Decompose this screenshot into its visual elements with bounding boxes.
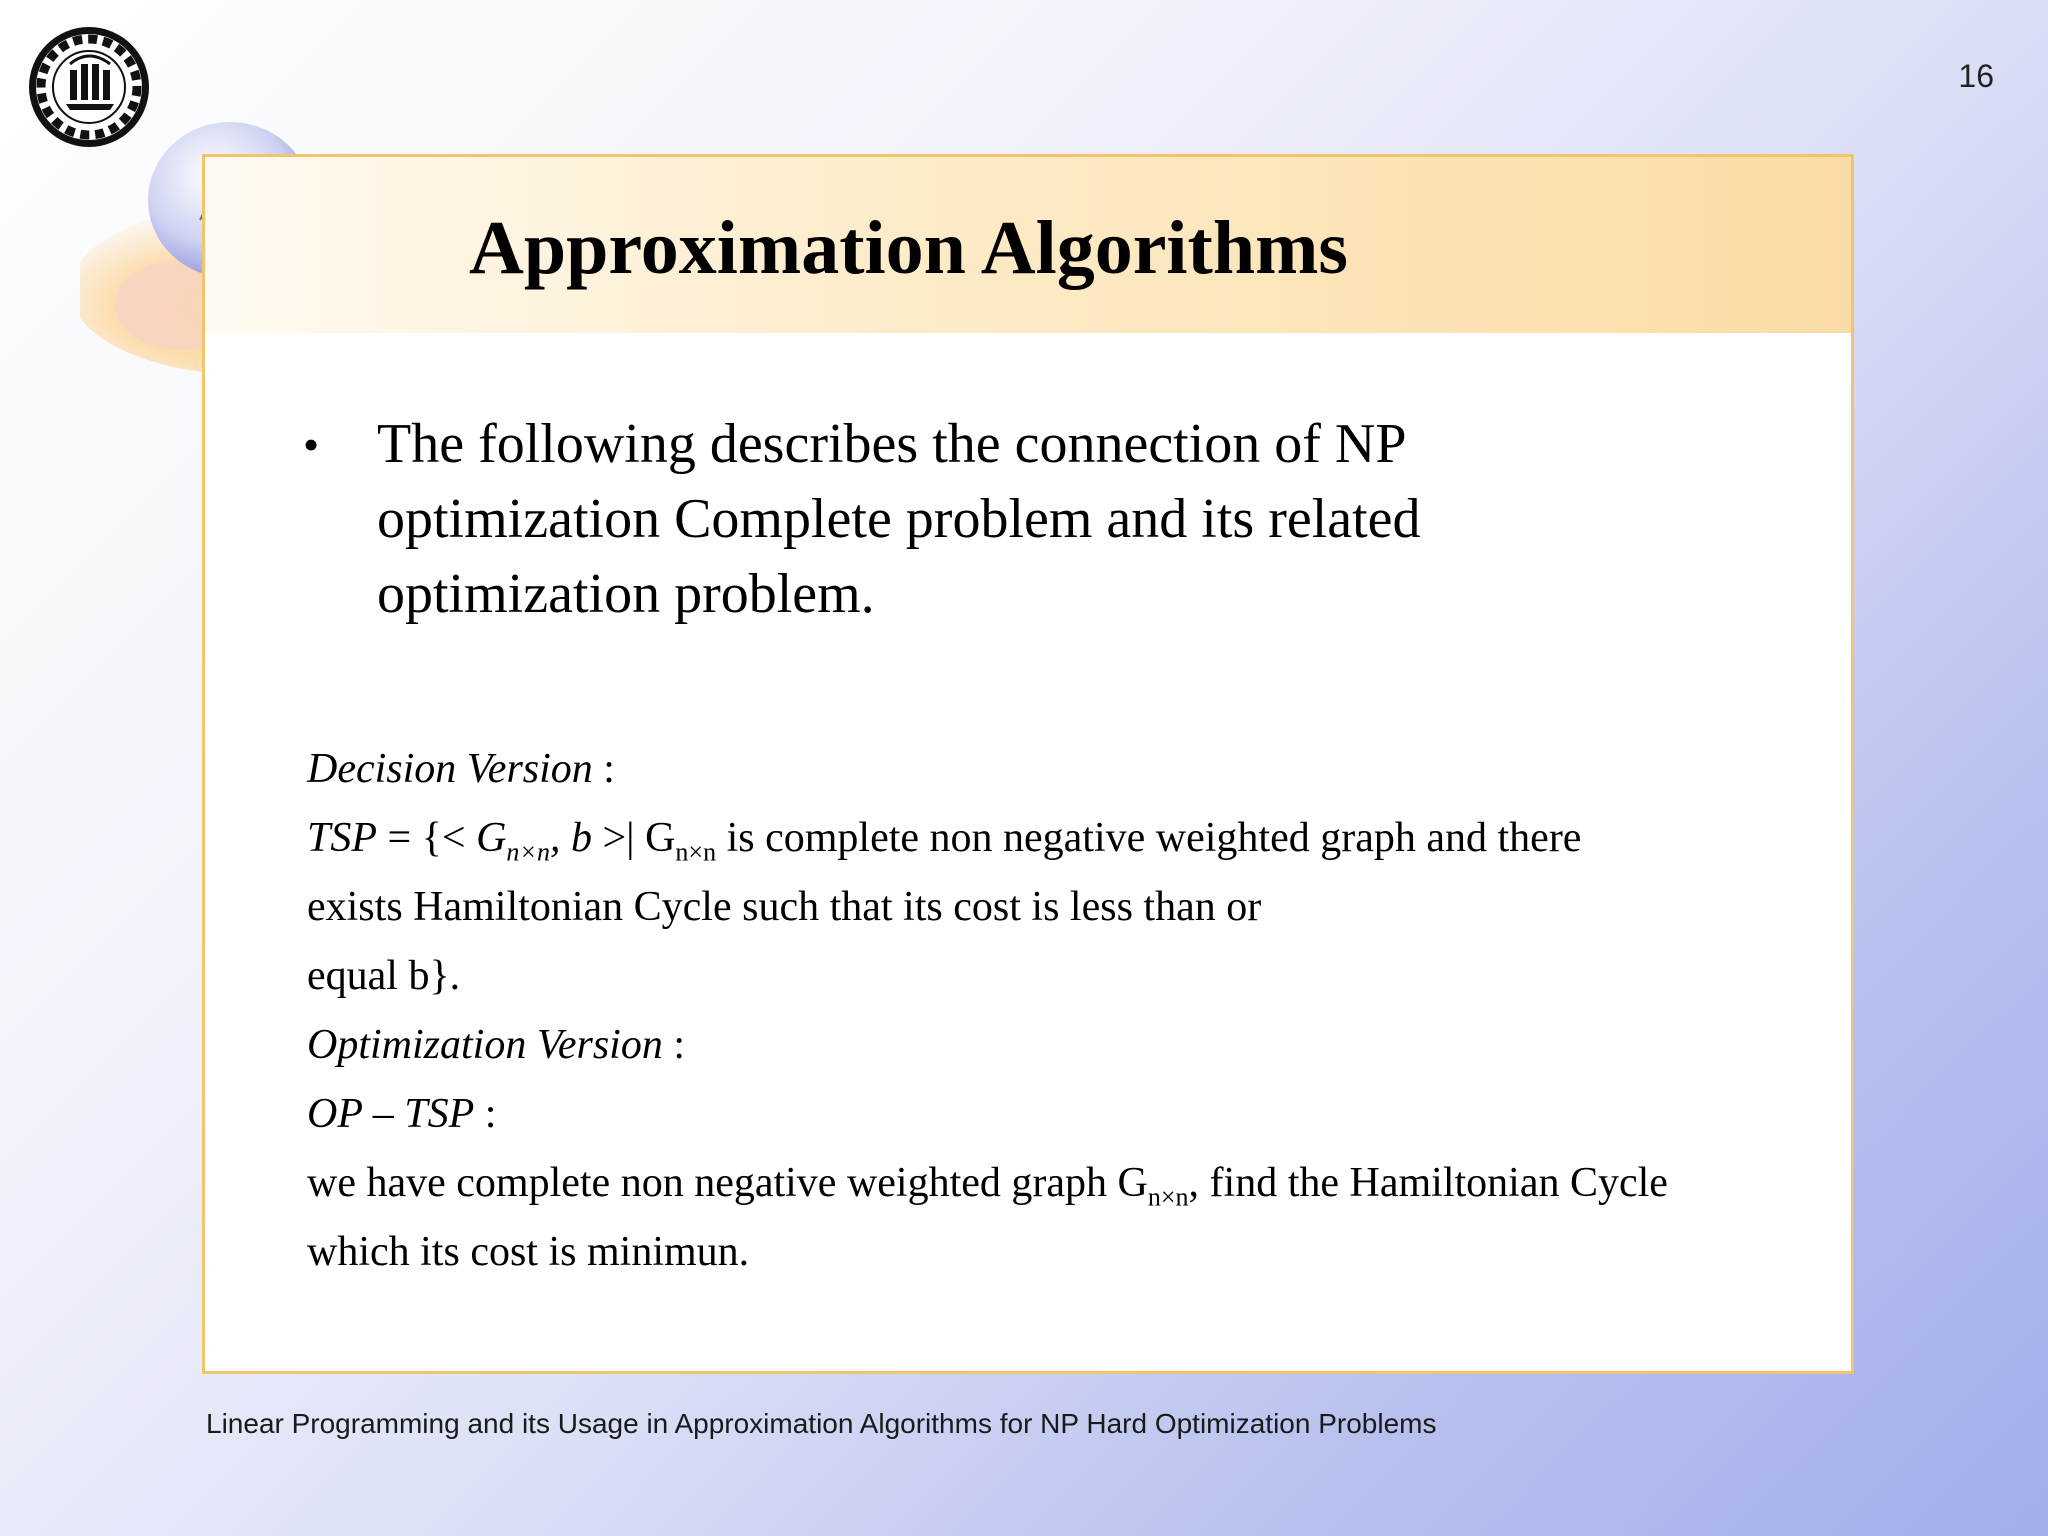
equals-sign: = [387, 815, 412, 861]
bullet-text: The following describes the connection of NP optimization Complete problem and its related optimization problem. [377, 413, 1421, 625]
content-frame [202, 154, 1854, 1374]
tsp-condition-text: is complete non negative weighted graph and there [726, 815, 1582, 861]
op-tsp-definition-line [307, 1149, 1827, 1218]
optimization-version-heading: Optimization Version [307, 1022, 663, 1068]
op-tsp-definition-line-2: which its cost is minimun. [307, 1229, 750, 1275]
slide-number: 16 [1958, 58, 1994, 94]
op-tsp-text-end: , find the Hamiltonian Cycle [1188, 1160, 1668, 1206]
colon: : [484, 1091, 497, 1137]
bullet-list [301, 407, 1681, 632]
slide-title: Approximation Algorithms [469, 206, 1349, 290]
graph-roman-subscript: n×n [675, 837, 717, 867]
op-tsp-symbol: OP – TSP [307, 1091, 475, 1137]
tsp-condition-line-2: exists Hamiltonian Cycle such that its cost is less than or [307, 884, 1262, 930]
tsp-symbol: TSP [307, 815, 378, 861]
graph-subscript: n×n [506, 837, 550, 867]
optimization-version-line [307, 1011, 1827, 1080]
tsp-definition-line [307, 804, 1827, 873]
comma-b: , b [549, 815, 592, 861]
colon: : [673, 1022, 686, 1068]
set-mid: >| [602, 815, 635, 861]
op-tsp-line [307, 1080, 1827, 1149]
op-graph-subscript: n×n [1147, 1182, 1189, 1212]
graph-variable: G [476, 815, 507, 861]
op-tsp-text-start: we have complete non negative weighted graph G [307, 1160, 1148, 1206]
graph-roman: G [645, 815, 676, 861]
colon: : [603, 746, 615, 792]
slide-footer: Linear Programming and its Usage in Approximation Algorithms for NP Hard Optimization Problems [206, 1408, 1437, 1439]
tsp-condition-line-3: equal b}. [307, 953, 461, 999]
decision-version-heading: Decision Version [307, 746, 593, 792]
set-open: {< [421, 815, 466, 861]
bullet-item [301, 407, 1681, 632]
bullet-marker: • [303, 419, 320, 470]
formula-block [307, 735, 1827, 1287]
decision-version-line [307, 735, 1827, 804]
